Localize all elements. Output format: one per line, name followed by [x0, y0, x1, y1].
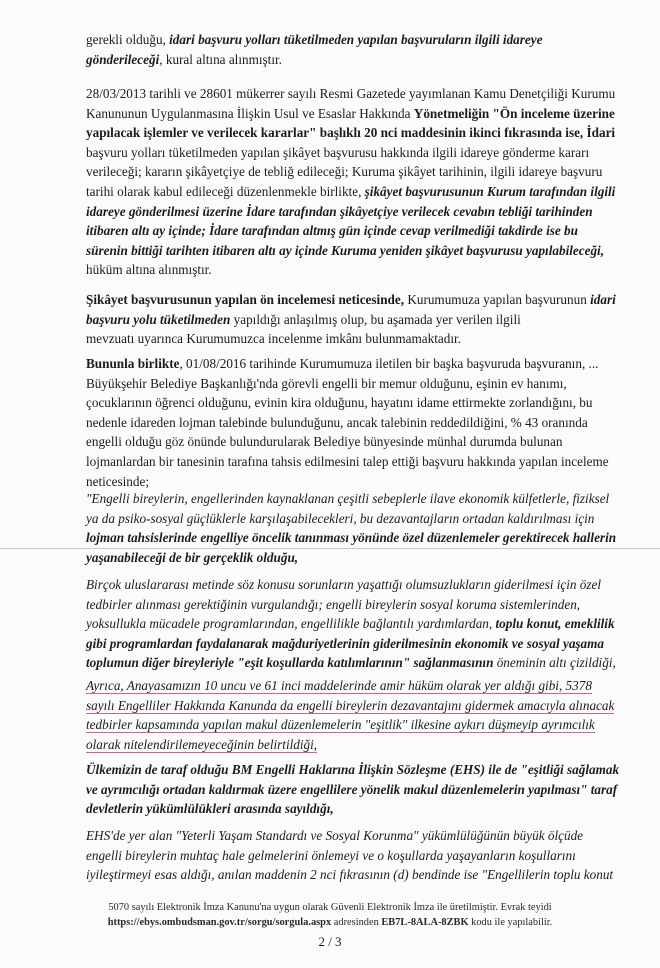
text-run-bold: toplu konut, emeklilik — [495, 616, 615, 632]
text-run: öneminin altı çizildiği, — [493, 655, 616, 671]
paragraph-2 — [86, 84, 652, 280]
paragraph-3 — [86, 290, 652, 349]
text-line: devletlerin yükümlülükleri arasında sayıldığı, — [86, 801, 334, 817]
paragraph-4 — [86, 354, 652, 491]
underlined-text: tedbirler kapsamında yapılan makul düzenlemelerin "eşitlik" ilkesine aykırı düşmeyip ayrımcılık — [86, 717, 595, 733]
text-line: engelli bireylerin muhtaç hale gelmelerini önlemeyi ve o koşullarda yaşayanların koşullarını — [86, 847, 576, 863]
underlined-text: olarak nitelendirilemeyeceğinin belirtildiği, — [86, 736, 318, 752]
text-run: Kanununun Uygulanmasına İlişkin Usul ve Esaslar Hakkında — [86, 105, 414, 121]
text-line: sürenin bittiği tarihten itibaren altı ay içinde Kuruma yeniden şikâyet başvurusu yapılabileceği, — [86, 242, 605, 258]
footer-line: 5070 sayılı Elektronik İmza Kanunu'na uygun olarak Güvenli Elektronik İmza ile üretilmiştir. Evrak teyidi — [108, 902, 552, 913]
text-line: hüküm altına alınmıştır. — [86, 262, 212, 278]
quote-paragraph-1 — [86, 489, 652, 567]
text-line — [86, 50, 652, 70]
text-line: yapılacak işlemler ve verilecek kararlar" başlıklı 20 nci maddesinin ikinci fıkrasında ise, İdari — [86, 125, 616, 141]
text-line: gibi programlardan faydalanarak mağduriyetlerinin giderilmesinin ekonomik ve sosyal yaşama — [86, 635, 605, 651]
scan-fold-line — [0, 548, 660, 549]
text-run-bold: Şikâyet başvurusunun yapılan ön incelemesi neticesinde, — [86, 292, 405, 307]
e-signature-note — [0, 900, 660, 930]
text-line: verileceği; kararın şikâyetçiye de tebliğ edileceği; Kuruma şikâyet tarihinin, ilgili idareye başvuru — [86, 164, 603, 180]
text-run: , 01/08/2016 tarihinde Kurumumuza iletilen bir başka başvuruda başvuranın, ... — [179, 356, 599, 371]
text-run-bold-italic: idari başvuru yolları tüketilmeden yapılan başvuruların ilgili idareye — [169, 32, 543, 47]
underlined-text: sayılı Engelliler Hakkında Kanunda da engelli bireylerin dezavantajını gidermek amacıyla alınacak — [86, 697, 615, 713]
text-line: yaşanabileceği de bir gerçeklik olduğu, — [86, 549, 299, 565]
text-run: gerekli olduğu, — [86, 32, 170, 47]
text-run: yapıldığı anlaşılmış olup, bu aşamada yer verilen ilgili — [230, 311, 521, 327]
text-run: , kural altına alınmıştır. — [159, 51, 282, 67]
text-line — [86, 30, 652, 50]
text-line — [86, 614, 652, 634]
text-line — [86, 735, 652, 755]
text-line — [86, 290, 652, 310]
text-line: mevzuatı uyarınca Kurumumuzca incelenme imkânı bulunmamaktadır. — [86, 331, 461, 347]
text-line: tedbirler alınması gerektiğinin vurgulandığı; engelli bireylerin sosyal koruma sistemlerinden, — [86, 596, 581, 612]
text-run: adresinden — [331, 917, 382, 928]
text-run-bold-italic: idari — [590, 292, 616, 307]
text-run: kodu ile yapılabilir. — [468, 917, 553, 928]
verification-code: EB7L-8ALA-8ZBK — [381, 917, 469, 928]
text-line — [86, 354, 652, 374]
text-line: ve ayrımcılığı ortadan kaldırmak üzere engellilere yönelik makul düzenlemelerin yapılması" taraf — [86, 781, 618, 797]
text-line: Birçok uluslararası metinde söz konusu sorunların yaşattığı olumsuzlukların giderilmesi için özel — [86, 577, 602, 592]
text-line — [86, 653, 652, 673]
text-run-bold: Yönetmeliğin "Ön inceleme üzerine — [413, 105, 615, 121]
quote-paragraph-4 — [86, 760, 652, 819]
text-line: başvuru yolları tüketilmeden yapılan şikâyet başvurusu hakkında ilgili idareye gönderme kararı — [86, 144, 590, 160]
paragraph-1 — [86, 30, 652, 69]
text-line: 28/03/2013 tarihli ve 28601 mükerrer sayılı Resmi Gazetede yayımlanan Kamu Denetçiliği Kurumu — [86, 86, 616, 101]
text-run-bold-italic: şikâyet başvurusunun Kurum tarafından ilgili — [364, 183, 616, 199]
text-line: nedenle idareden lojman talebinde bulunduğunu, ancak talebinin reddedildiğini, % 43 oranında — [86, 414, 588, 430]
text-line: neticesinde; — [86, 473, 149, 489]
text-run-bold-italic: gönderileceği — [86, 51, 160, 67]
text-line: ya da psiko-sosyal güçlüklerle karşılaşabilecekleri, bu dezavantajların ortadan kaldırılması için — [86, 510, 595, 526]
text-run: Kurumumuza yapılan başvurunun — [404, 292, 591, 307]
text-line: Büyükşehir Belediye Başkanlığı'nda görevli engelli bir memur olduğunu, eşinin ev hanımı, — [86, 375, 567, 391]
text-run: yoksullukla mücadele programlarından, engellilikle bağlantılı yardımlardan, — [86, 616, 496, 632]
footer-line — [0, 915, 660, 930]
text-run-bold-italic: başvuru yolu tüketilmeden — [86, 311, 231, 327]
text-line: iyileştirmeyi esas aldığı, anılan maddenin 2 nci fıkrasının (d) bendinde ise "Engellilerin toplu konut — [86, 867, 614, 883]
verification-url[interactable]: https://ebys.ombudsman.gov.tr/sorgu/sorgula.aspx — [107, 917, 332, 928]
text-run-bold: Bununla birlikte — [86, 356, 180, 371]
text-line: lojmanlardan bir tanesinin tarafına tahsis edilmesini talep ettiği başvuru hakkında yapılan inceleme — [86, 453, 609, 469]
text-line: Ülkemizin de taraf olduğu BM Engelli Haklarına İlişkin Sözleşme (EHS) ile de "eşitliği sağlamak — [86, 762, 620, 777]
text-line — [86, 696, 652, 716]
text-line — [86, 310, 652, 330]
text-line: engelli olduğu göz önünde bulundurularak Belediye bünyesinde münhal durumda bulunan — [86, 434, 563, 450]
text-line: "Engelli bireylerin, engellerinden kaynaklanan çeşitli sebeplerle ilave ekonomik külfetlerle, fiziksel — [86, 491, 610, 506]
quote-paragraph-2 — [86, 575, 652, 673]
underlined-text: Ayrıca, Anayasamızın 10 uncu ve 61 inci maddelerinde amir hüküm olarak yer aldığı gibi, 5378 — [86, 678, 592, 693]
text-line — [86, 715, 652, 735]
text-run-bold: toplumun diğer bireyleriyle "eşit koşullarda katılımlarının" sağlanmasının — [86, 655, 494, 671]
text-line: lojman tahsislerinde engelliye öncelik tanınması yönünde özel düzenlemeler gerektirecek hallerin — [86, 530, 617, 546]
text-line: idareye gönderilmesi üzerine İdare tarafından şikâyetçiye verilecek cevabın tebliği tarihinden — [86, 203, 593, 219]
text-line — [86, 104, 652, 124]
quote-paragraph-5 — [86, 826, 652, 885]
text-run: tarihi olarak kabul edileceği düzenlenmekle birlikte, — [86, 183, 365, 199]
quote-paragraph-3-highlighted — [86, 676, 652, 754]
page-number: 2 / 3 — [318, 934, 342, 949]
text-line — [86, 676, 652, 696]
text-line — [86, 182, 652, 202]
text-line: EHS'de yer alan "Yeterli Yaşam Standardı ve Sosyal Korunma" yükümlülüğünün büyük ölçüde — [86, 828, 584, 843]
text-line: çocuklarının öğrenci olduğunu, evinin kira olduğunu, hayatını idame ettirmekte zorlandığını, bu — [86, 395, 593, 411]
text-line: itibaren altı ay içinde; İdare tarafından altmış gün içinde cevap verilmediği takdirde ise bu — [86, 223, 578, 239]
